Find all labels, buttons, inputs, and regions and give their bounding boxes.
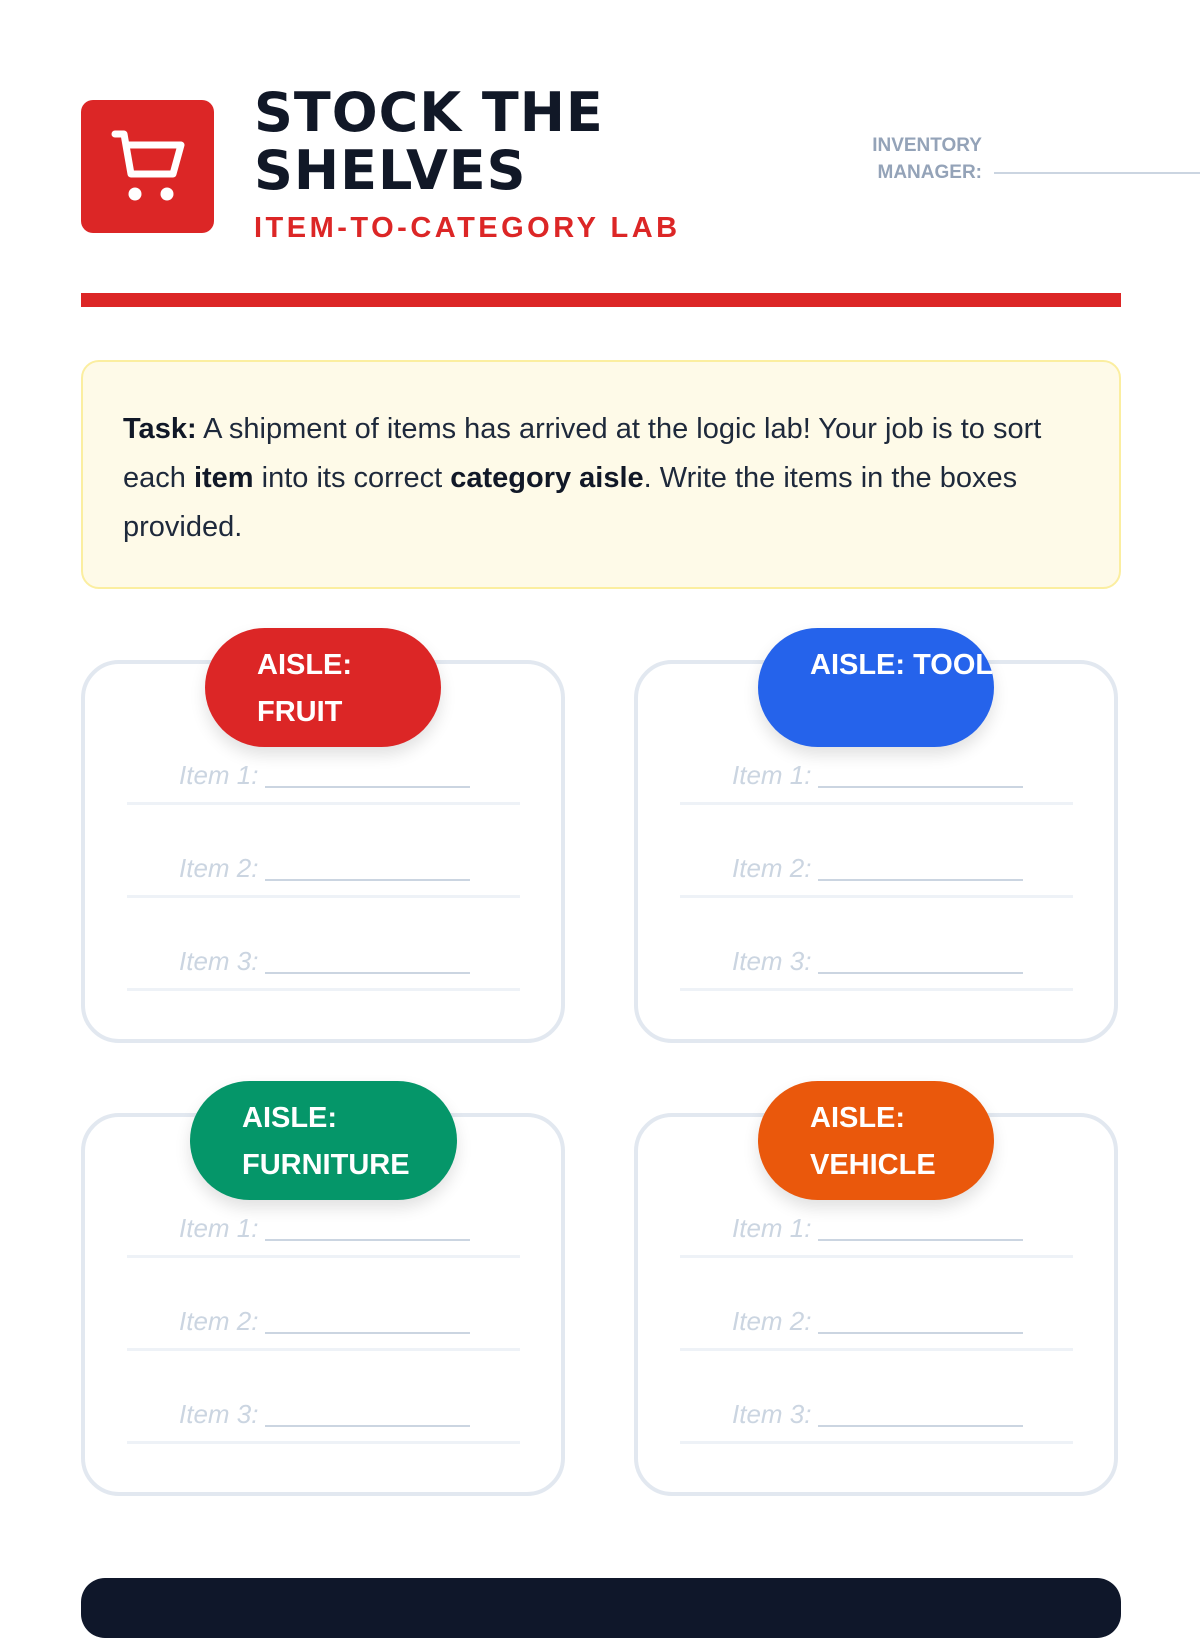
item-label: Item 1: — [732, 1213, 812, 1243]
page-subtitle: ITEM-TO-CATEGORY LAB — [254, 212, 681, 244]
aisle-label-tool: AISLE: TOOL — [758, 628, 994, 747]
item-row[interactable] — [680, 1205, 1073, 1258]
item-blank[interactable] — [818, 1425, 1023, 1427]
task-instructions — [81, 360, 1121, 589]
footer-banner — [81, 1578, 1121, 1638]
item-blank[interactable] — [265, 972, 470, 974]
page-title: STOCK THE SHELVES — [254, 81, 604, 202]
item-blank[interactable] — [818, 1239, 1023, 1241]
item-label: Item 1: — [732, 760, 812, 790]
item-blank[interactable] — [265, 1239, 470, 1241]
item-label: Item 2: — [179, 853, 259, 883]
aisle-label-furniture: AISLE: FURNITURE — [190, 1081, 457, 1200]
item-label: Item 3: — [732, 946, 812, 976]
item-label: Item 3: — [732, 1399, 812, 1429]
item-label: Item 1: — [179, 760, 259, 790]
aisle-box-vehicle — [634, 1102, 1118, 1496]
item-blank[interactable] — [818, 879, 1023, 881]
item-blank[interactable] — [265, 1332, 470, 1334]
task-text-3: . Write the items in the boxes provided. — [123, 462, 1018, 543]
aisle-label-vehicle: AISLE: VEHICLE — [758, 1081, 994, 1200]
aisle-box-fruit — [81, 649, 565, 1043]
item-row[interactable] — [127, 752, 520, 805]
aisle-label-fruit: AISLE: FRUIT — [205, 628, 441, 747]
item-row[interactable] — [127, 1205, 520, 1258]
item-row[interactable] — [680, 1298, 1073, 1351]
item-row[interactable] — [127, 845, 520, 898]
item-blank[interactable] — [818, 786, 1023, 788]
item-label: Item 3: — [179, 1399, 259, 1429]
manager-label: INVENTORY MANAGER: — [872, 135, 982, 183]
item-label: Item 2: — [732, 853, 812, 883]
item-row[interactable] — [127, 938, 520, 991]
item-row[interactable] — [680, 938, 1073, 991]
task-text-2: into its correct — [253, 462, 451, 494]
task-label: Task: — [123, 413, 197, 445]
item-blank[interactable] — [818, 1332, 1023, 1334]
item-label: Item 2: — [732, 1306, 812, 1336]
logo-badge — [81, 100, 214, 233]
task-text-1: A shipment of items has arrived at the logic lab! Your job is to sort each — [123, 413, 1042, 494]
manager-name-blank[interactable] — [994, 172, 1200, 174]
item-row[interactable] — [680, 845, 1073, 898]
aisle-box-furniture — [81, 1102, 565, 1496]
item-blank[interactable] — [265, 1425, 470, 1427]
header-divider — [81, 293, 1121, 307]
item-label: Item 3: — [179, 946, 259, 976]
task-emph-item: item — [193, 462, 254, 494]
task-emph-category: category aisle — [450, 462, 644, 494]
item-blank[interactable] — [265, 786, 470, 788]
item-row[interactable] — [127, 1298, 520, 1351]
item-row[interactable] — [680, 1391, 1073, 1444]
item-row[interactable] — [127, 1391, 520, 1444]
item-blank[interactable] — [818, 972, 1023, 974]
aisle-box-tool — [634, 649, 1118, 1043]
shopping-cart-icon — [109, 128, 187, 206]
item-row[interactable] — [680, 752, 1073, 805]
item-blank[interactable] — [265, 879, 470, 881]
manager-field — [771, 132, 1200, 192]
item-label: Item 2: — [179, 1306, 259, 1336]
item-label: Item 1: — [179, 1213, 259, 1243]
worksheet-header — [81, 81, 1121, 259]
